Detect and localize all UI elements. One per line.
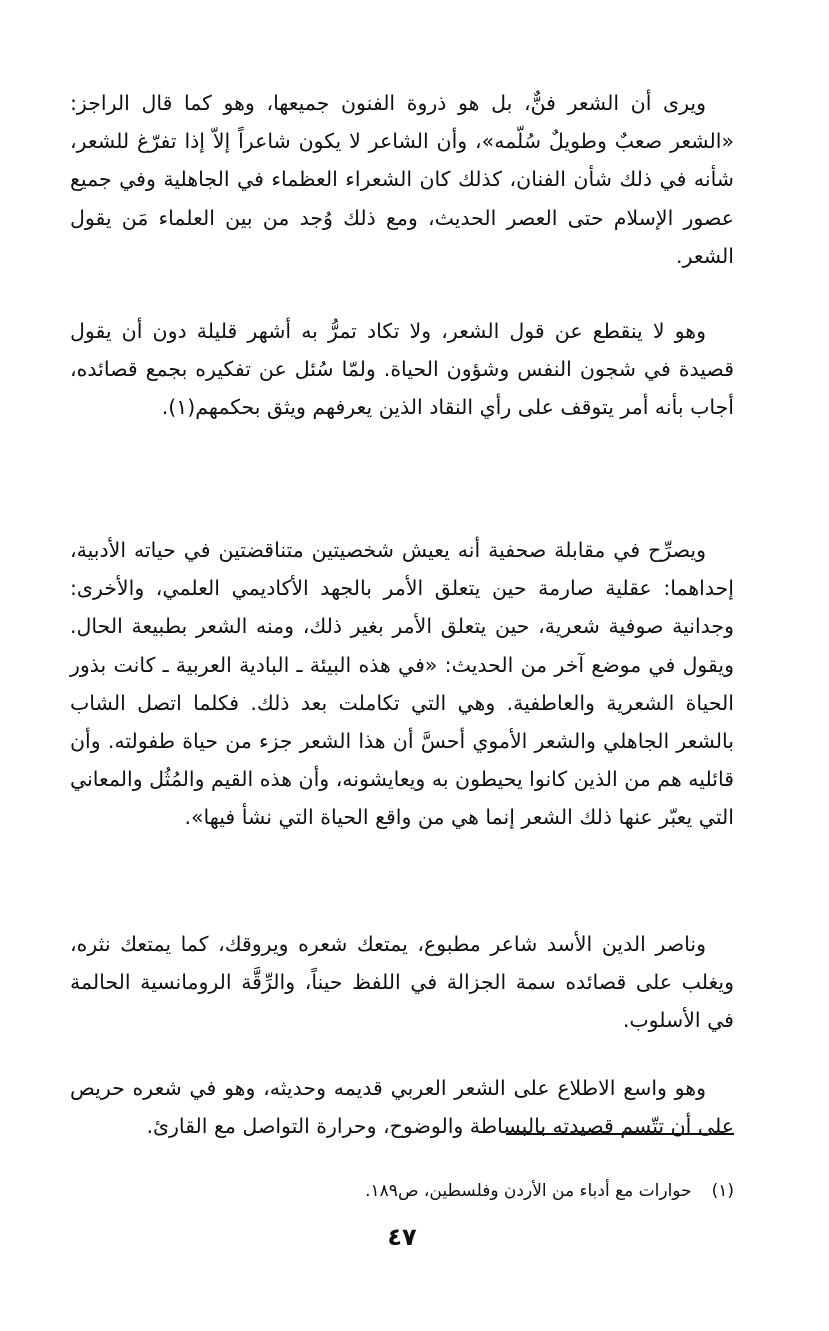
book-page <box>70 76 734 1276</box>
paragraph-1: ويرى أن الشعر فنٌّ، بل هو ذروة الفنون جميعها، وهو كما قال الراجز: «الشعر صعبٌ وطويلٌ سُلّمه»، وأن الشاعر لا يكون شاعراً إلاّ إذا تفرّغ للشعر، شأنه في ذلك شأن الفنان، كذلك كان الشعراء العظماء في الجاهلية وفي جميع عصور الإسلام حتى العصر الحديث، ومع ذلك وُجد من بين العلماء مَن يقول الشعر. <box>70 91 734 268</box>
footnote-text: حوارات مع أدباء من الأردن وفلسطين، ص١٨٩. <box>365 1181 692 1201</box>
paragraph-4: وناصر الدين الأسد شاعر مطبوع، يمتعك شعره ويروقك، كما يمتعك نثره، ويغلب على قصائده سمة الجزالة في اللفظ حيناً، والرِّقَّة الرومانسية الحالمة في الأسلوب. <box>70 932 734 1033</box>
paragraph-3: ويصرِّح في مقابلة صحفية أنه يعيش شخصيتين متناقضتين في حياته الأدبية، إحداهما: عقلية صارمة حين يتعلق الأمر بالجهد الأكاديمي العلمي، والأخرى: وجدانية صوفية شعرية، حين يتعلق الأمر بغير ذلك، ومنه الشعر بطبيعة الحال. ويقول في موضع آخر من الحديث: «في هذه البيئة ـ البادية العربية ـ كانت بذور الحياة الشعرية والعاطفية. وهي التي تكاملت بعد ذلك. فكلما اتصل الشاب بالشعر الجاهلي والشعر الأموي أحسَّ أن هذا الشعر جزء من حياة طفولته. وأن قائليه هم من الذين كانوا يحيطون به ويعايشونه، وأن هذه القيم والمُثُل والمعاني التي يعبّر عنها ذلك الشعر إنما هي من واقع الحياة التي نشأ فيها». <box>69 538 734 830</box>
page-number: ٤٧ <box>387 1223 417 1251</box>
footnote-marker: (١) <box>711 1181 734 1201</box>
footnote <box>70 1176 734 1206</box>
footnote-divider <box>506 1133 734 1135</box>
paragraph-2: وهو لا ينقطع عن قول الشعر، ولا تكاد تمرُّ به أشهر قليلة دون أن يقول قصيدة في شجون النفس وشؤون الحياة. ولمّا سُئل عن تفكيره بجمع قصائده، أجاب بأنه أمر يتوقف على رأي النقاد الذين يعرفهم ويثق بحكمهم(١). <box>70 319 734 420</box>
paragraph-5: وهو واسع الاطلاع على الشعر العربي قديمه وحديثه، وهو في شعره حريص على أن تتّسم قصيدته بالبساطة والوضوح، وحرارة التواصل مع القارئ. <box>70 1076 734 1139</box>
